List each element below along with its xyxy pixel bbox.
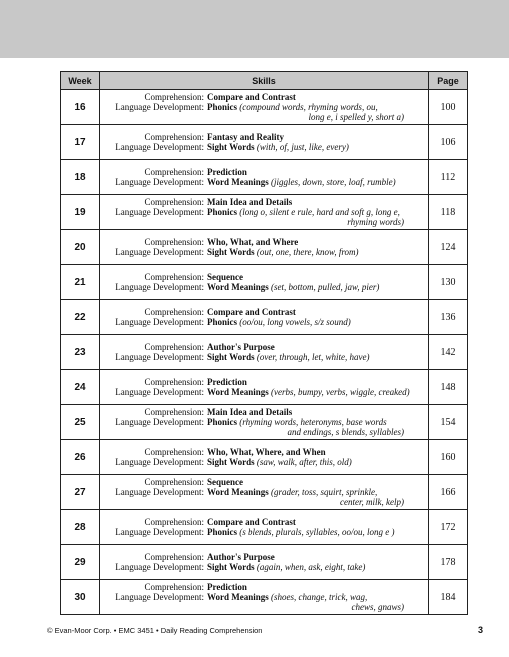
language-label: Language Development: bbox=[115, 102, 204, 112]
skills-cell bbox=[100, 125, 429, 160]
comprehension-label: Comprehension: bbox=[144, 237, 204, 247]
language-value bbox=[207, 457, 426, 467]
comprehension-skill: Prediction bbox=[207, 167, 247, 177]
comprehension-skill: Author's Purpose bbox=[207, 342, 275, 352]
language-detail: (long o, silent e rule, hard and soft g, long e, bbox=[239, 207, 400, 217]
comprehension-skill: Who, What, and Where bbox=[207, 237, 299, 247]
comprehension-skill: Sequence bbox=[207, 477, 243, 487]
language-label: Language Development: bbox=[115, 457, 204, 467]
comprehension-line bbox=[104, 132, 426, 142]
skills-cell bbox=[100, 90, 429, 125]
comprehension-label: Comprehension: bbox=[144, 132, 204, 142]
language-line bbox=[104, 562, 426, 572]
comprehension-label: Comprehension: bbox=[144, 582, 204, 592]
language-detail-continued: center, milk, kelp) bbox=[340, 497, 404, 507]
comprehension-label: Comprehension: bbox=[144, 197, 204, 207]
language-line bbox=[104, 102, 426, 112]
table-row bbox=[61, 475, 468, 510]
language-skill: Phonics bbox=[207, 207, 238, 217]
language-skill: Word Meanings bbox=[207, 592, 269, 602]
language-skill: Word Meanings bbox=[207, 387, 269, 397]
comprehension-label: Comprehension: bbox=[144, 92, 204, 102]
table-header-row bbox=[61, 72, 468, 90]
comprehension-label: Comprehension: bbox=[144, 477, 204, 487]
language-detail: (compound words, rhyming words, ou, bbox=[239, 102, 378, 112]
language-detail: (again, when, ask, eight, take) bbox=[256, 562, 366, 572]
language-label: Language Development: bbox=[115, 592, 204, 602]
language-value bbox=[207, 417, 426, 427]
table-row bbox=[61, 545, 468, 580]
language-label: Language Development: bbox=[115, 562, 204, 572]
language-line bbox=[104, 142, 426, 152]
comprehension-skill: Prediction bbox=[207, 377, 247, 387]
page-number-cell: 166 bbox=[429, 475, 468, 510]
language-detail: (over, through, let, white, have) bbox=[256, 352, 370, 362]
skills-table bbox=[60, 71, 468, 615]
table-row bbox=[61, 370, 468, 405]
page-number-cell: 184 bbox=[429, 580, 468, 615]
language-skill: Word Meanings bbox=[207, 487, 269, 497]
comprehension-line bbox=[104, 552, 426, 562]
table-row bbox=[61, 580, 468, 615]
language-skill: Phonics bbox=[207, 102, 238, 112]
page-column-header: Page bbox=[429, 72, 468, 90]
language-detail: (rhyming words, heteronyms, base words bbox=[239, 417, 387, 427]
comprehension-skill: Who, What, Where, and When bbox=[207, 447, 326, 457]
language-line bbox=[104, 282, 426, 292]
language-line bbox=[104, 487, 426, 497]
language-value bbox=[207, 282, 426, 292]
comprehension-skill: Compare and Contrast bbox=[207, 517, 296, 527]
comprehension-label: Comprehension: bbox=[144, 447, 204, 457]
comprehension-skill: Main Idea and Details bbox=[207, 407, 293, 417]
table-row bbox=[61, 195, 468, 230]
language-label: Language Development: bbox=[115, 142, 204, 152]
language-value bbox=[207, 527, 426, 537]
language-value bbox=[207, 387, 426, 397]
language-value bbox=[207, 102, 426, 112]
comprehension-line bbox=[104, 377, 426, 387]
page-number-cell: 106 bbox=[429, 125, 468, 160]
week-number: 25 bbox=[61, 405, 100, 440]
table-row bbox=[61, 160, 468, 195]
page-number-cell: 112 bbox=[429, 160, 468, 195]
week-number: 22 bbox=[61, 300, 100, 335]
comprehension-line bbox=[104, 272, 426, 282]
language-skill: Sight Words bbox=[207, 352, 255, 362]
comprehension-line bbox=[104, 342, 426, 352]
comprehension-line bbox=[104, 517, 426, 527]
skills-cell bbox=[100, 230, 429, 265]
comprehension-skill: Sequence bbox=[207, 272, 243, 282]
skills-cell bbox=[100, 335, 429, 370]
language-detail-continued: long e, i spelled y, short a) bbox=[308, 112, 404, 122]
language-line bbox=[104, 592, 426, 602]
page-number-cell: 148 bbox=[429, 370, 468, 405]
table-row bbox=[61, 265, 468, 300]
week-number: 21 bbox=[61, 265, 100, 300]
language-value bbox=[207, 207, 426, 217]
comprehension-skill: Compare and Contrast bbox=[207, 92, 296, 102]
comprehension-label: Comprehension: bbox=[144, 272, 204, 282]
language-label: Language Development: bbox=[115, 282, 204, 292]
week-number: 17 bbox=[61, 125, 100, 160]
page-number-cell: 142 bbox=[429, 335, 468, 370]
language-value bbox=[207, 592, 426, 602]
language-label: Language Development: bbox=[115, 417, 204, 427]
language-skill: Sight Words bbox=[207, 457, 255, 467]
comprehension-line bbox=[104, 582, 426, 592]
language-skill: Phonics bbox=[207, 527, 238, 537]
language-label: Language Development: bbox=[115, 207, 204, 217]
comprehension-skill: Main Idea and Details bbox=[207, 197, 293, 207]
page-number-cell: 100 bbox=[429, 90, 468, 125]
comprehension-skill: Fantasy and Reality bbox=[207, 132, 285, 142]
language-skill: Sight Words bbox=[207, 247, 255, 257]
page-number-cell: 178 bbox=[429, 545, 468, 580]
page-number-cell: 154 bbox=[429, 405, 468, 440]
language-value bbox=[207, 487, 426, 497]
table-row bbox=[61, 230, 468, 265]
language-detail: (out, one, there, know, from) bbox=[256, 247, 359, 257]
language-label: Language Development: bbox=[115, 527, 204, 537]
page-number-cell: 124 bbox=[429, 230, 468, 265]
language-detail: (with, of, just, like, every) bbox=[256, 142, 349, 152]
page-number-cell: 160 bbox=[429, 440, 468, 475]
comprehension-label: Comprehension: bbox=[144, 517, 204, 527]
week-number: 18 bbox=[61, 160, 100, 195]
language-detail: (s blends, plurals, syllables, oo/ou, long e ) bbox=[239, 527, 395, 537]
skills-cell bbox=[100, 580, 429, 615]
language-label: Language Development: bbox=[115, 387, 204, 397]
comprehension-label: Comprehension: bbox=[144, 552, 204, 562]
table-row bbox=[61, 440, 468, 475]
language-line bbox=[104, 177, 426, 187]
page-number-cell: 118 bbox=[429, 195, 468, 230]
language-detail: (grader, toss, squirt, sprinkle, bbox=[271, 487, 378, 497]
comprehension-label: Comprehension: bbox=[144, 307, 204, 317]
comprehension-skill: Compare and Contrast bbox=[207, 307, 296, 317]
language-detail-continued: and endings, s blends, syllables) bbox=[287, 427, 404, 437]
comprehension-line bbox=[104, 167, 426, 177]
table-row bbox=[61, 405, 468, 440]
language-label: Language Development: bbox=[115, 352, 204, 362]
page-number-cell: 172 bbox=[429, 510, 468, 545]
language-detail: (jiggles, down, store, loaf, rumble) bbox=[271, 177, 396, 187]
week-number: 24 bbox=[61, 370, 100, 405]
table-row bbox=[61, 125, 468, 160]
language-value bbox=[207, 247, 426, 257]
week-number: 26 bbox=[61, 440, 100, 475]
skills-cell bbox=[100, 510, 429, 545]
language-skill: Phonics bbox=[207, 317, 238, 327]
comprehension-line bbox=[104, 237, 426, 247]
table-row bbox=[61, 510, 468, 545]
page-number-cell: 130 bbox=[429, 265, 468, 300]
week-number: 30 bbox=[61, 580, 100, 615]
comprehension-skill: Prediction bbox=[207, 582, 247, 592]
skills-column-header: Skills bbox=[100, 72, 429, 90]
comprehension-label: Comprehension: bbox=[144, 342, 204, 352]
language-detail-continued: rhyming words) bbox=[347, 217, 404, 227]
skills-cell bbox=[100, 300, 429, 335]
language-line bbox=[104, 417, 426, 427]
week-number: 19 bbox=[61, 195, 100, 230]
language-skill: Phonics bbox=[207, 417, 238, 427]
language-skill: Sight Words bbox=[207, 142, 255, 152]
language-label: Language Development: bbox=[115, 177, 204, 187]
skills-cell bbox=[100, 265, 429, 300]
language-line bbox=[104, 527, 426, 537]
language-detail: (saw, walk, after, this, old) bbox=[256, 457, 352, 467]
table-row bbox=[61, 335, 468, 370]
language-value bbox=[207, 177, 426, 187]
comprehension-line bbox=[104, 307, 426, 317]
table-row bbox=[61, 90, 468, 125]
language-detail-continued: chews, gnaws) bbox=[351, 602, 404, 612]
week-number: 16 bbox=[61, 90, 100, 125]
table-row bbox=[61, 300, 468, 335]
language-line bbox=[104, 352, 426, 362]
page-footer bbox=[47, 626, 483, 635]
language-value bbox=[207, 142, 426, 152]
language-value bbox=[207, 317, 426, 327]
language-skill: Word Meanings bbox=[207, 177, 269, 187]
skills-cell bbox=[100, 545, 429, 580]
week-number: 20 bbox=[61, 230, 100, 265]
comprehension-line bbox=[104, 407, 426, 417]
skills-cell bbox=[100, 160, 429, 195]
comprehension-skill: Author's Purpose bbox=[207, 552, 275, 562]
comprehension-label: Comprehension: bbox=[144, 407, 204, 417]
skills-cell bbox=[100, 370, 429, 405]
language-value bbox=[207, 562, 426, 572]
language-detail: (oo/ou, long vowels, s/z sound) bbox=[239, 317, 351, 327]
footer-copyright: © Evan-Moor Corp. • EMC 3451 • Daily Reading Comprehension bbox=[47, 626, 263, 635]
comprehension-line bbox=[104, 92, 426, 102]
week-number: 27 bbox=[61, 475, 100, 510]
language-label: Language Development: bbox=[115, 247, 204, 257]
top-header-band bbox=[0, 0, 509, 58]
language-line bbox=[104, 317, 426, 327]
skills-cell bbox=[100, 440, 429, 475]
comprehension-label: Comprehension: bbox=[144, 167, 204, 177]
skills-cell bbox=[100, 475, 429, 510]
language-skill: Sight Words bbox=[207, 562, 255, 572]
comprehension-line bbox=[104, 477, 426, 487]
comprehension-line bbox=[104, 447, 426, 457]
language-line bbox=[104, 457, 426, 467]
language-detail: (verbs, bumpy, verbs, wiggle, creaked) bbox=[271, 387, 410, 397]
language-detail: (set, bottom, pulled, jaw, pier) bbox=[271, 282, 380, 292]
skills-cell bbox=[100, 195, 429, 230]
language-line bbox=[104, 387, 426, 397]
page-number: 3 bbox=[477, 625, 483, 635]
week-column-header: Week bbox=[61, 72, 100, 90]
language-label: Language Development: bbox=[115, 487, 204, 497]
table-body bbox=[61, 90, 468, 615]
skills-cell bbox=[100, 405, 429, 440]
language-line bbox=[104, 247, 426, 257]
language-detail: (shoes, change, trick, wag, bbox=[271, 592, 368, 602]
week-number: 28 bbox=[61, 510, 100, 545]
comprehension-line bbox=[104, 197, 426, 207]
language-line bbox=[104, 207, 426, 217]
language-skill: Word Meanings bbox=[207, 282, 269, 292]
language-label: Language Development: bbox=[115, 317, 204, 327]
comprehension-label: Comprehension: bbox=[144, 377, 204, 387]
language-value bbox=[207, 352, 426, 362]
week-number: 29 bbox=[61, 545, 100, 580]
week-number: 23 bbox=[61, 335, 100, 370]
page-number-cell: 136 bbox=[429, 300, 468, 335]
